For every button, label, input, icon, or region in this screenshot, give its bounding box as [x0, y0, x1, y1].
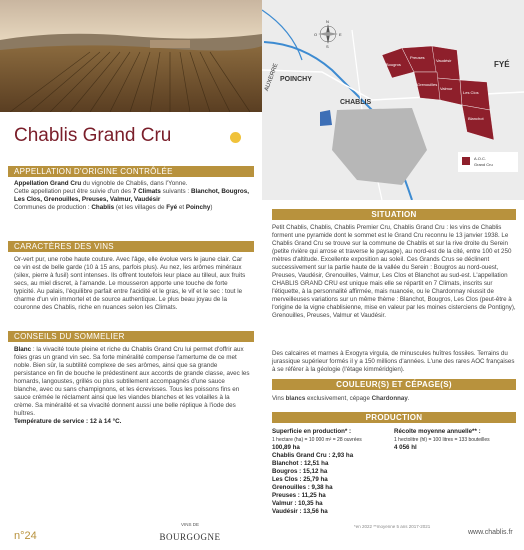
wine-characters-text: Or-vert pur, une robe haute couture. Avec l'âge, elle évolue vers le jaune clair. Car ce vin est de belle garde (10 à 15 ans, parfois plus). Au nez, les arômes minéraux (silex, pierre à fusil) sont intenses. Ils offrent toutefois leur place au tilleul, aux fruits secs, au miel discret, à l'amande. Le mousseron apporte une touche de forte typicité. Au palais, l'équilibre parfait entre l'acidité et le gras, le vif et le sec : tout le charme d'un vin immortel et de source authentique. Le plus beau joyau de la couronne des Chablis, riche en nuances selon les Climats.: [14, 256, 246, 311]
aoc-header: APPELLATION D'ORIGINE CONTRÔLÉE: [8, 166, 254, 177]
compass-e: E: [339, 32, 342, 37]
compass-n: N: [326, 19, 329, 24]
color-text: Vins blancs exclusivement, cépage Chardonnay.: [272, 395, 410, 402]
situation-header: SITUATION: [272, 209, 516, 220]
brand-logo: [150, 522, 230, 545]
compass-s: S: [326, 44, 329, 49]
map-label-auxerre: AUXERRE: [264, 62, 280, 93]
right-page: [262, 0, 524, 550]
color-header: COULEUR(S) ET CÉPAGE(S): [272, 379, 516, 390]
prod-item: Bougros : 15,12 ha: [272, 468, 328, 475]
aoc-text: Appellation Grand Cru du vignoble de Chablis, dans l'Yonne. Cette appellation peut être suivie d'un des 7 Climats suivants : Blanchot, Bougros, Les Clos, Grenouilles, Preuses, Valmur, Vaudésir Communes de production : Chablis (et les villages de Fyé et Poinchy): [14, 180, 250, 211]
map-climat-vaudesir: Vaudésir: [436, 58, 452, 63]
map-label-chablis: CHABLIS: [340, 99, 372, 106]
vineyard-photo: [0, 0, 262, 112]
brand-big: BOURGOGNE: [159, 532, 221, 542]
prod-item: Blanchot : 12,51 ha: [272, 460, 329, 467]
brand-small: VINS DE: [180, 522, 199, 527]
map-label-poinchy: POINCHY: [280, 76, 312, 83]
sommelier-header: CONSEILS DU SOMMELIER: [8, 331, 254, 342]
compass-o: O: [314, 32, 318, 37]
prod-item: Chablis Grand Cru : 2,93 ha: [272, 452, 354, 459]
prod-item: Grenouilles : 9,38 ha: [272, 484, 333, 491]
page-number: n°24: [14, 530, 37, 542]
production-surface: Superficie en production* : 1 hectare (ha) = 10 000 m² = 28 ouvrées 100,89 ha Chablis Grand Cru : 2,93 ha Blanchot : 12,51 ha Bougros : 15,12 ha Les Clos : 25,79 ha Grenouilles : 9,38 ha Preuses : 11,25 ha Valmur : 10,35 ha Vaudésir : 13,56 ha: [272, 428, 362, 515]
sommelier-text: Blanc : la vivacité toute pleine et riche du Chablis Grand Cru lui permet d'offrir aux foies gras un grand vin sec. Sa forte minéralité compense l'amertume de ce met noble. Bien sûr, la subtilité complexe de ses arômes, ainsi que sa grande persistance en fin de bouche le prédestinent aux accords de grande classe, avec les homards, langoustes, grillés ou plus subtilement accompagnés d'une sauce blanche, avec ou sans champignons, et les écrevisses. Tous les poissons fins en sauce crémée le réclament ainsi que les viandes blanches et les volailles à la crème. Sa minéralité et sa vivacité donnent aussi une belle réplique à l'iode des huîtres. Température de service : 12 à 14 °C.: [14, 346, 250, 425]
prod-item: Valmur : 10,35 ha: [272, 500, 323, 507]
grand-cru-icon: [230, 132, 241, 143]
vineyard-map: [262, 0, 524, 200]
wine-characters-header: CARACTÈRES DES VINS: [8, 241, 254, 252]
map-climat-valmur: Valmur: [440, 86, 453, 91]
map-legend-aoc: A.O.C.: [474, 156, 487, 161]
footnote: *en 2022 **moyenne 5 ans 2017-2021: [354, 524, 431, 529]
map-climat-bougros: Bougros: [386, 62, 401, 67]
map-climat-preuses: Preuses: [410, 55, 425, 60]
map-climat-grenouilles: Grenouilles: [417, 82, 438, 87]
map-climat-blanchot: Blanchot: [468, 116, 484, 121]
map-label-fye: FYÉ: [494, 60, 510, 69]
production-harvest: Récolte moyenne annuelle** : 1 hectolitre (hl) = 100 litres = 133 bouteilles 4 056 hl: [394, 428, 490, 451]
situation-text: Petit Chablis, Chablis, Chablis Premier Cru, Chablis Grand Cru : les vins de Chablis forment une pyramide dont le sommet est le Grand Cru reconnu le 13 janvier 1938. Le Chablis Grand Cru se trouve sur la commune de Chablis et sur la rive droite du Serein (petite rivière qui arrose et traverse le paysage), au nord-est de la cité, entre 100 et 250 mètres d'altitude. Excellente exposition au soleil. Ces Grands Crus se déclinent successivement sur la partie haute de la vallée du Serein : Bougros au nord-ouest, Preuses, Vaudésir, Grenouilles, Valmur, Les Clos et Blanchot au sud-est. L'appellation CHABLIS GRAND CRU est unique mais elle se répartit en 7 Climats, inscrits sur l'étiquette, à la personnalité affirmée, mais nuancée, ou le Chardonnay réussit de merveilleuses variations sur un même thème : Blanchot, Bougros, Les Clos (peut-être à l'origine de la vigne chablisienne, mise en valeur par les moines cisterciens de Pontigny), Grenouilles, Preuses, Valmur et Vaudésir.: [272, 224, 516, 319]
production-header: PRODUCTION: [272, 412, 516, 423]
prod-item: Preuses : 11,25 ha: [272, 492, 326, 499]
map-legend-grand-cru: Grand Cru: [474, 162, 493, 167]
page-title: Chablis Grand Cru: [14, 125, 172, 146]
prod-item: Les Clos : 25,79 ha: [272, 476, 328, 483]
terroir-text: Des calcaires et marnes à Exogyra virgula, de minuscules huîtres fossiles. Terrains du jurassique supérieur formés il y a 150 millions d'années. L'une des rares AOC françaises à se référer à la géologie (l'étage kimméridgien).: [272, 350, 515, 373]
map-climat-les-clos: Les Clos: [463, 90, 479, 95]
prod-item: Vaudésir : 13,56 ha: [272, 508, 328, 515]
website-link[interactable]: www.chablis.fr: [468, 529, 513, 536]
